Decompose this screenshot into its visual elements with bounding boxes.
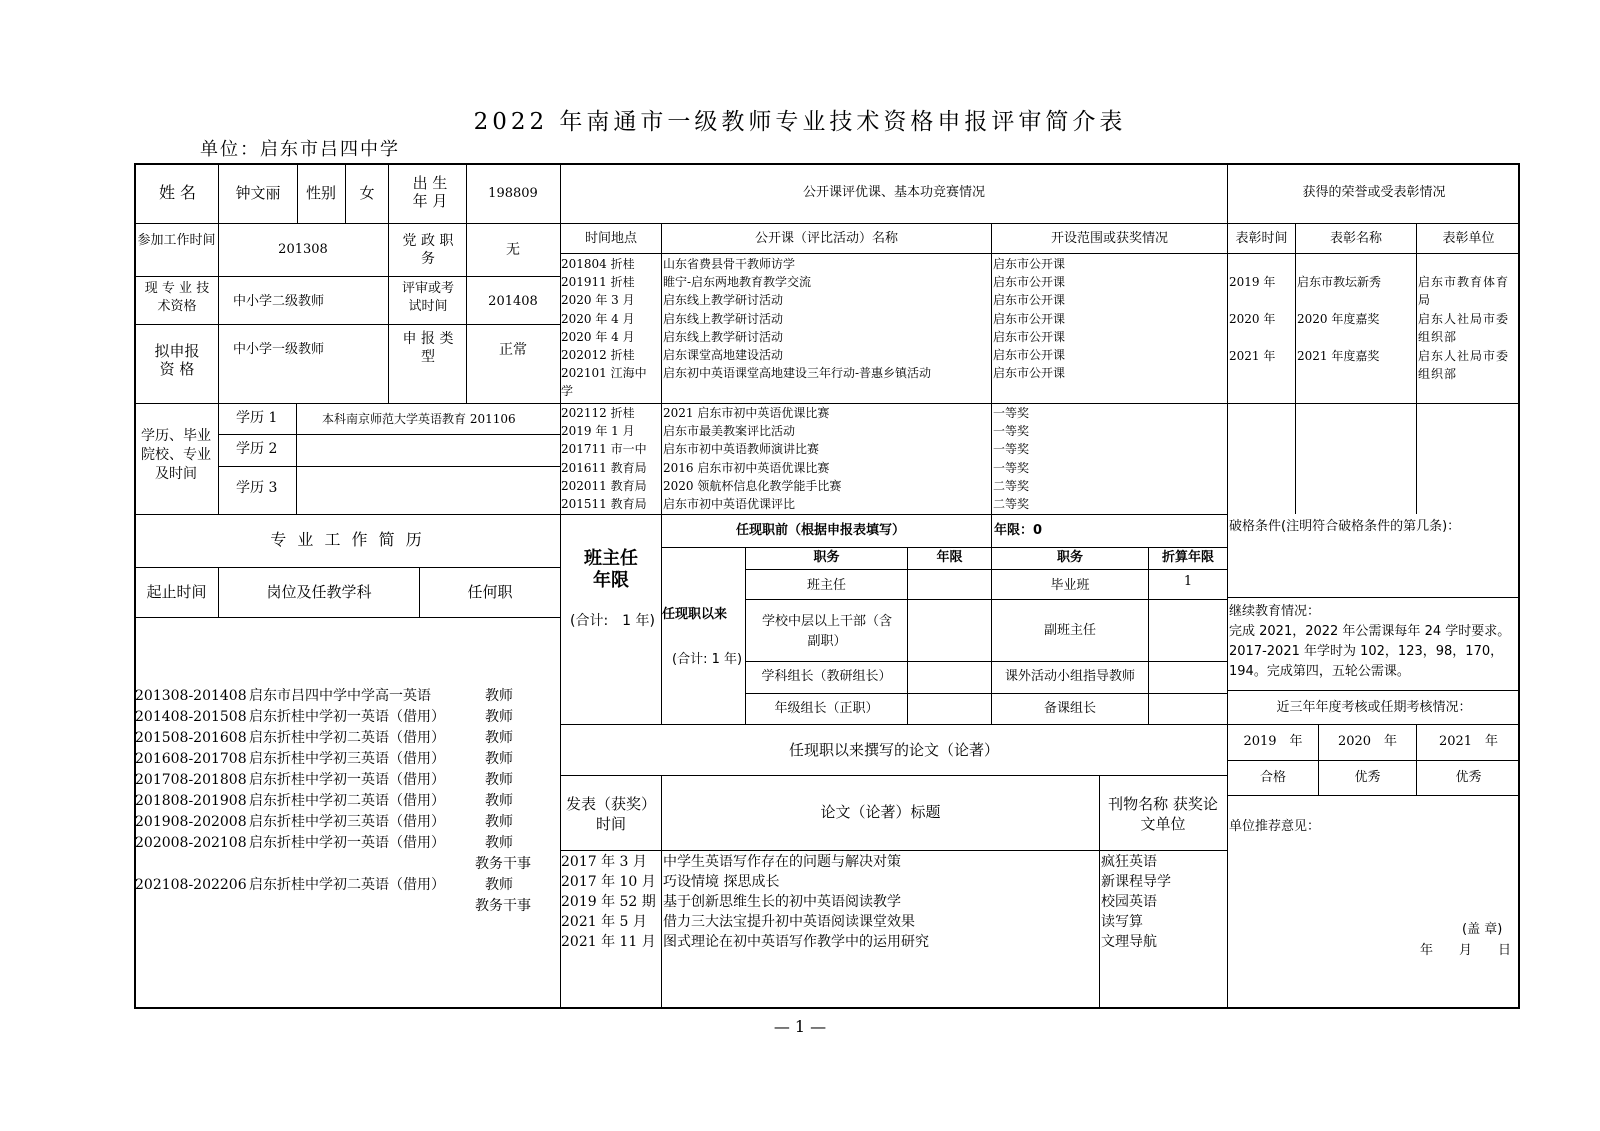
- list-item: 一等奖: [993, 424, 1030, 439]
- list-item: 启东市公开课: [993, 329, 1066, 344]
- before-current-label: 任现职前（根据申报表填写）: [736, 523, 906, 538]
- list-item: 201908-202008: [135, 814, 247, 830]
- education-label: 学历、毕业院校、专业及时间: [141, 428, 211, 482]
- list-item: 启东折桂中学初一英语（借用）: [249, 709, 445, 725]
- list-item: 启东初中英语课堂高地建设三年行动-普惠乡镇活动: [663, 366, 932, 381]
- list-item: 启东线上教学研讨活动: [663, 293, 784, 308]
- apply-qual-value: 中小学一级教师: [233, 342, 325, 357]
- work-history-col-title: 任何职: [467, 583, 513, 601]
- honor-2-unit: 启东人社局市委组织部: [1418, 312, 1510, 344]
- list-item: 2020 领航杯信息化教学能手比赛: [663, 478, 842, 493]
- list-item: 202011 教育局: [561, 478, 647, 493]
- education-1-label: 学历 1: [236, 410, 278, 426]
- continuing-edu-text: 完成 2021，2022 年公需课每年 24 学时要求。2017-2021 年学时为 102，123，98，170，194。完成第四，五轮公需课。: [1229, 624, 1511, 679]
- list-item: 教师: [485, 772, 513, 788]
- list-item: 2020 年 4 月: [561, 311, 635, 326]
- list-item: 教师: [485, 709, 513, 725]
- open-class-col-time: 时间地点: [584, 231, 637, 246]
- list-item: 启东市公开课: [993, 293, 1066, 308]
- open-class-col-scope: 开设范围或获奖情况: [1050, 231, 1168, 246]
- assessment-result-3: 优秀: [1455, 770, 1482, 785]
- list-item: 启东市初中英语教师演讲比赛: [663, 442, 820, 457]
- page-number: — 1 —: [773, 1017, 827, 1036]
- assessment-result-1: 合格: [1259, 770, 1286, 785]
- honors-col-unit: 表彰单位: [1442, 231, 1495, 246]
- ht-r3-role: 学科组长（教研组长）: [761, 669, 892, 684]
- list-item: 山东省费县骨干教师访学: [663, 257, 796, 271]
- page-title: 2022 年南通市一级教师专业技术资格申报评审简介表: [473, 109, 1127, 135]
- list-item: 202112 折桂: [561, 406, 635, 420]
- list-item: 2020 年 3 月: [561, 293, 635, 308]
- list-item: 201508-201608: [135, 730, 247, 746]
- ht-r2-role: 学校中层以上干部（含副职）: [762, 614, 893, 649]
- honor-1-name: 启东市教坛新秀: [1297, 275, 1382, 289]
- list-item: 新课程导学: [1101, 874, 1171, 890]
- name-label: 姓 名: [158, 183, 197, 202]
- honor-1-unit: 启东市教育体育局: [1418, 275, 1510, 307]
- list-item: 启东市公开课: [993, 257, 1066, 271]
- ht-col-role2: 职务: [1056, 550, 1083, 565]
- list-item: 201611 教育局: [561, 460, 647, 475]
- list-item: 202101 江海中: [561, 366, 647, 381]
- list-item: 借力三大法宝提升初中英语阅读课堂效果: [663, 914, 915, 930]
- list-item: 201408-201508: [135, 709, 247, 725]
- list-item: 教务干事: [475, 898, 531, 914]
- honor-1-time: 2019 年: [1229, 275, 1276, 289]
- list-item: 201708-201808: [135, 772, 247, 788]
- ht-r4-role2: 备课组长: [1043, 701, 1096, 716]
- list-item: 201711 市一中: [561, 442, 647, 457]
- work-history-posts: [249, 686, 445, 917]
- list-item: 2017 年 3 月: [561, 854, 647, 870]
- list-item: 启东折桂中学初二英语（借用）: [249, 877, 445, 893]
- list-item: 启东市吕四中学中学高一英语: [249, 688, 431, 704]
- apply-type-value: 正常: [499, 342, 527, 358]
- education-2-label: 学历 2: [236, 441, 278, 457]
- list-item: 2019 年 1 月: [561, 424, 635, 439]
- honor-3-unit: 启东人社局市委组织部: [1418, 349, 1510, 381]
- list-item: 201911 折桂: [561, 275, 635, 290]
- list-item: 2021 启东市初中英语优课比赛: [663, 406, 830, 420]
- assessment-year-1: 2019 年: [1243, 734, 1303, 749]
- papers-times: [561, 852, 656, 952]
- list-item: 201804 折桂: [561, 257, 635, 271]
- papers-col-title: 论文（论著）标题: [820, 803, 941, 821]
- list-item: 睢宁-启东两地教育教学交流: [663, 275, 812, 290]
- list-item: 2019 年 52 期: [561, 894, 656, 910]
- review-time-value: 201408: [488, 294, 538, 309]
- open-class-header: 公开课评优课、基本功竞赛情况: [802, 185, 985, 200]
- list-item: 图式理论在初中英语写作教学中的运用研究: [663, 934, 929, 950]
- list-item: 启东折桂中学初三英语（借用）: [249, 814, 445, 830]
- list-item: 201308-201408: [135, 688, 247, 704]
- list-item: 2021 年 5 月: [561, 914, 647, 930]
- recommend-seal: (盖 章): [1462, 922, 1503, 937]
- list-item: 一等奖: [993, 442, 1030, 457]
- work-history-header: 专 业 工 作 简 历: [270, 530, 425, 549]
- ht-r1-calc: 1: [1183, 574, 1193, 589]
- recommend-label: 单位推荐意见：: [1229, 819, 1321, 834]
- list-item: 教师: [485, 877, 513, 893]
- list-item: 巧设情境 探思成长: [663, 874, 780, 890]
- list-item: 201511 教育局: [561, 496, 647, 511]
- ht-col-role: 职务: [813, 550, 840, 565]
- party-value: 无: [506, 242, 520, 258]
- honors-col-time: 表彰时间: [1235, 231, 1288, 246]
- open-class-group2-scopes: [993, 404, 1029, 513]
- work-history-titles: [475, 686, 555, 917]
- list-item: 启东市初中英语优课评比: [663, 496, 796, 511]
- list-item: 2021 年 11 月: [561, 934, 656, 950]
- list-item: 2020 年 4 月: [561, 329, 635, 344]
- list-item: 201608-201708: [135, 751, 247, 767]
- list-item: 学: [561, 384, 574, 399]
- assessment-result-2: 优秀: [1354, 770, 1381, 785]
- list-item: [249, 854, 445, 875]
- list-item: 教师: [485, 688, 513, 704]
- work-start-value: 201308: [278, 242, 328, 257]
- list-item: 教师: [485, 793, 513, 809]
- head-teacher-label: 班主任年限: [584, 548, 638, 591]
- list-item: 基于创新思维生长的初中英语阅读教学: [663, 894, 901, 910]
- list-item: 启东线上教学研讨活动: [663, 329, 784, 344]
- papers-col-time: 发表（获奖）时间: [565, 795, 656, 833]
- education-1-value: 本科南京师范大学英语教育 201106: [322, 412, 516, 426]
- ht-r1-role: 班主任: [806, 578, 846, 593]
- list-item: 中学生英语写作存在的问题与解决对策: [663, 854, 901, 870]
- open-class-group1-times: [561, 255, 647, 401]
- open-class-group2-times: [561, 404, 647, 513]
- years-label: 年限：0: [994, 523, 1043, 538]
- list-item: 2017 年 10 月: [561, 874, 656, 890]
- list-item: 201808-201908: [135, 793, 247, 809]
- honors-col-name: 表彰名称: [1329, 231, 1382, 246]
- open-class-group2-names: [663, 404, 841, 513]
- assessment-label: 近三年年度考核或任期考核情况：: [1276, 700, 1472, 715]
- list-item: 教师: [485, 814, 513, 830]
- list-item: 教务干事: [475, 856, 531, 872]
- list-item: 文理导航: [1101, 934, 1157, 950]
- unit-label: 单位：启东市吕四中学: [200, 139, 400, 160]
- apply-qual-label: 拟申报 资 格: [154, 342, 200, 378]
- list-item: 启东市公开课: [993, 366, 1066, 381]
- break-rule-label: 破格条件(注明符合破格条件的第几条)：: [1229, 519, 1461, 534]
- apply-type-label: 申 报 类 型: [402, 331, 454, 365]
- assessment-year-2: 2020 年: [1337, 734, 1398, 749]
- papers-col-journal: 刊物名称 获奖论文单位: [1108, 795, 1218, 833]
- list-item: 二等奖: [993, 478, 1030, 493]
- list-item: 启东折桂中学初三英语（借用）: [249, 751, 445, 767]
- list-item: 二等奖: [993, 496, 1030, 511]
- continuing-edu-label: 继续教育情况：: [1229, 604, 1321, 619]
- list-item: [135, 896, 247, 917]
- list-item: 教师: [485, 835, 513, 851]
- list-item: 202008-202108: [135, 835, 247, 851]
- honor-2-name: 2020 年度嘉奖: [1297, 312, 1380, 326]
- ht-col-calc: 折算年限: [1161, 550, 1214, 565]
- ht-r2-role2: 副班主任: [1043, 623, 1096, 638]
- list-item: 疯狂英语: [1101, 854, 1157, 870]
- list-item: 202012 折桂: [561, 347, 635, 362]
- papers-journals: [1101, 852, 1171, 952]
- list-item: [249, 896, 445, 917]
- list-item: 启东市公开课: [993, 311, 1066, 326]
- papers-header: 任现职以来撰写的论文（论著）: [788, 741, 999, 759]
- ht-col-years: 年限: [936, 550, 963, 565]
- recommend-date: 年 月 日: [1420, 943, 1512, 958]
- list-item: 一等奖: [993, 460, 1030, 475]
- open-class-group1-names: [663, 255, 931, 382]
- birth-value: 198809: [488, 186, 538, 201]
- current-qual-label: 现 专 业 技术资格: [144, 281, 210, 314]
- list-item: 202108-202206: [135, 877, 247, 893]
- list-item: 启东市公开课: [993, 347, 1066, 362]
- list-item: 教师: [485, 730, 513, 746]
- work-history-times: [135, 686, 247, 917]
- list-item: 启东市最美教案评比活动: [663, 424, 796, 439]
- ht-r4-role: 年级组长（正职）: [774, 701, 879, 716]
- list-item: 启东市公开课: [993, 275, 1066, 290]
- ht-r1-role2: 毕业班: [1050, 578, 1090, 593]
- list-item: 校园英语: [1101, 894, 1157, 910]
- list-item: 教师: [485, 751, 513, 767]
- ht-r3-role2: 课外活动小组指导教师: [1004, 669, 1135, 684]
- list-item: 启东折桂中学初一英语（借用）: [249, 835, 445, 851]
- honor-3-name: 2021 年度嘉奖: [1297, 349, 1380, 363]
- name-value: 钟文丽: [235, 184, 281, 202]
- list-item: 2016 启东市初中英语优课比赛: [663, 460, 830, 475]
- head-teacher-total: (合计: 1 年): [570, 613, 655, 629]
- list-item: 启东折桂中学初二英语（借用）: [249, 793, 445, 809]
- work-start-label: 参加工作时间: [137, 233, 216, 248]
- since-current-label: 任现职以来: [662, 607, 728, 622]
- gender-label: 性别: [305, 184, 336, 202]
- work-history-col-time: 起止时间: [146, 583, 207, 601]
- list-item: 启东折桂中学初一英语（借用）: [249, 772, 445, 788]
- papers-titles: [663, 852, 929, 952]
- birth-label: 出 生 年 月: [412, 174, 448, 210]
- list-item: 读写算: [1101, 914, 1143, 930]
- list-item: 启东课堂高地建设活动: [663, 347, 784, 362]
- review-time-label: 评审或考试时间: [401, 281, 454, 314]
- honor-3-time: 2021 年: [1229, 349, 1276, 363]
- open-class-group1-scopes: [993, 255, 1065, 382]
- education-3-label: 学历 3: [236, 480, 278, 496]
- current-qual-value: 中小学二级教师: [233, 294, 325, 309]
- open-class-col-name: 公开课（评比活动）名称: [754, 231, 898, 246]
- honors-header: 获得的荣誉或受表彰情况: [1302, 185, 1446, 200]
- list-item: [135, 854, 247, 875]
- work-history-col-post: 岗位及任教学科: [266, 583, 372, 601]
- party-label: 党 政 职 务: [402, 233, 454, 267]
- since-current-total: (合计: 1 年): [672, 652, 743, 667]
- assessment-year-3: 2021 年: [1438, 734, 1499, 749]
- gender-value: 女: [359, 184, 375, 202]
- list-item: 一等奖: [993, 406, 1030, 420]
- list-item: 启东线上教学研讨活动: [663, 311, 784, 326]
- list-item: 启东折桂中学初二英语（借用）: [249, 730, 445, 746]
- honor-2-time: 2020 年: [1229, 312, 1276, 326]
